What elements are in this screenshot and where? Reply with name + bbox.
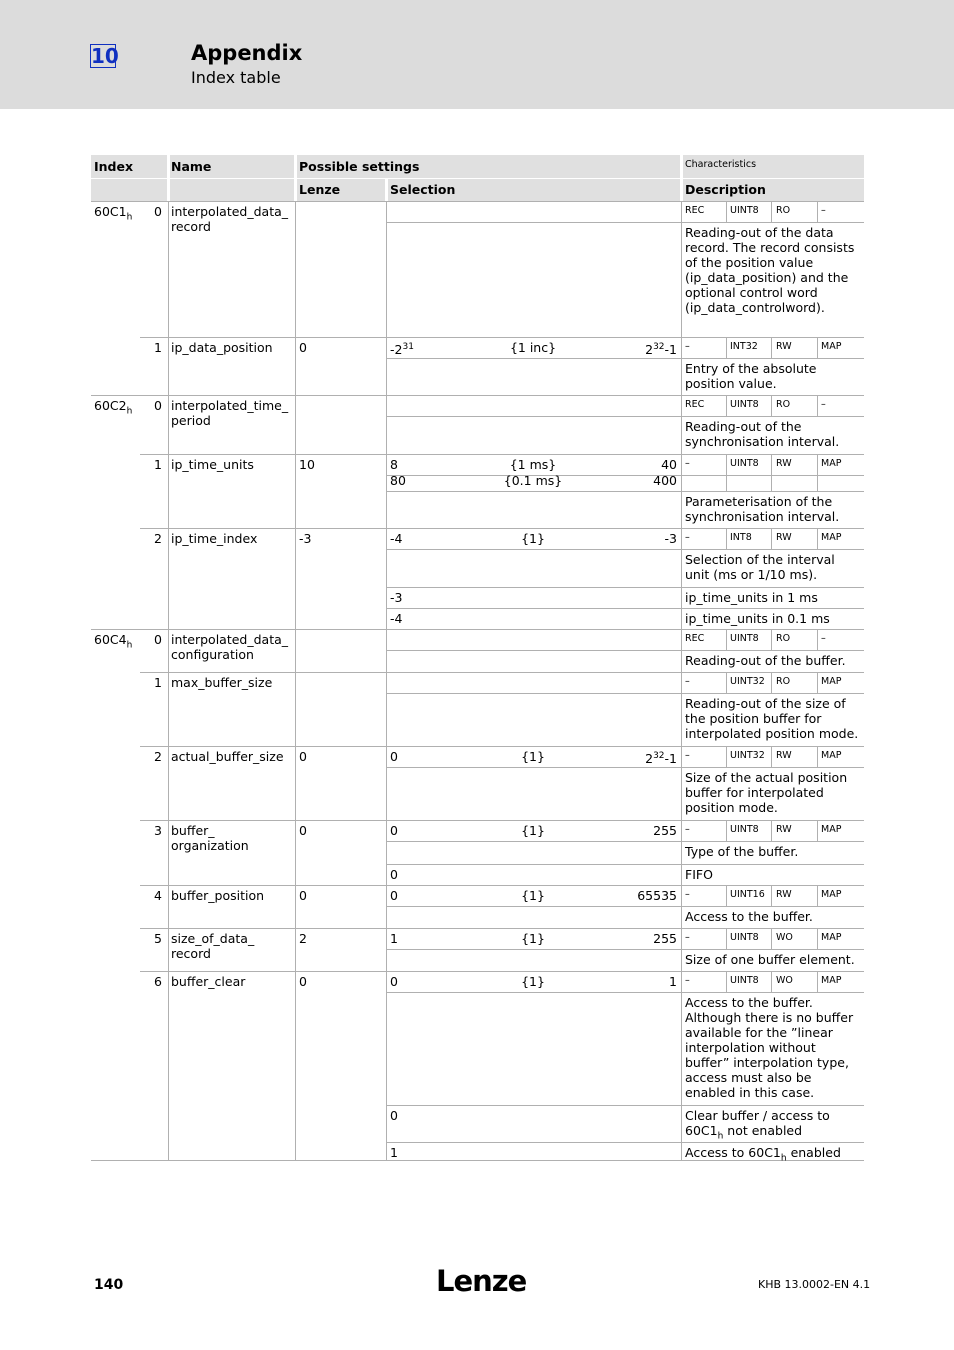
description-cell: Size of one buffer element. [685, 952, 855, 967]
index-cell: $60C1_h$ [94, 204, 133, 223]
format-cell: INT8 [730, 532, 752, 543]
mapping-cell: MAP [821, 889, 842, 900]
subindex-cell: 4 [154, 888, 162, 903]
subindex-cell: 1 [154, 340, 162, 355]
format-cell: UINT8 [730, 932, 759, 943]
selection-min-value: $-2^{31}$ [390, 342, 414, 358]
row-rule [91, 629, 864, 630]
row-rule [140, 885, 864, 886]
selection-max: 40 [661, 457, 677, 472]
description-cell: Reading-out of the buffer. [685, 653, 846, 668]
selection-step: {1} [521, 823, 545, 838]
name-cell: size_of_data_ record [171, 931, 255, 961]
mapping-cell: MAP [821, 932, 842, 943]
col-header-characteristics: Characteristics [685, 159, 757, 170]
subindex-cell: 0 [154, 204, 162, 219]
description-cell: Reading-out of the data record. The record consists of the position value (ip_data_position) and the optional control word (ip_data_controlword). [685, 225, 855, 315]
char-divider [771, 971, 772, 993]
char-divider [817, 672, 818, 694]
lenze-default-cell: 10 [299, 457, 315, 472]
chapter-header [0, 0, 954, 109]
subindex-cell: 6 [154, 974, 162, 989]
row-rule [140, 337, 864, 338]
char-divider [771, 885, 772, 907]
data-type-cell: – [685, 824, 690, 835]
name-cell: buffer_position [171, 888, 265, 903]
mapping-cell: MAP [821, 532, 842, 543]
name-cell: buffer_clear [171, 974, 246, 989]
format-cell: UINT8 [730, 824, 759, 835]
mapping-cell: MAP [821, 458, 842, 469]
description-cell: Parameterisation of the synchronisation interval. [685, 494, 840, 524]
lenze-default-cell: 0 [299, 823, 307, 838]
data-type-cell: REC [685, 205, 705, 216]
name-cell: ip_time_index [171, 531, 258, 546]
format-cell: UINT32 [730, 750, 765, 761]
chapter-number-link[interactable]: 10 [91, 44, 119, 68]
row-rule [386, 992, 864, 993]
name-cell: buffer_ organization [171, 823, 249, 853]
index-cell: $60C2_h$ [94, 398, 133, 417]
selection-min: -4 [390, 531, 403, 546]
char-divider [771, 629, 772, 651]
selection-max: 255 [653, 823, 677, 838]
row-rule [91, 201, 864, 202]
subindex-cell: 2 [154, 531, 162, 546]
description-cell: Selection of the interval unit (ms or 1/10 ms). [685, 552, 835, 582]
char-divider [771, 395, 772, 417]
char-divider [726, 454, 727, 492]
lenze-default-cell: 0 [299, 888, 307, 903]
selection-max: 65535 [637, 888, 677, 903]
lenze-default-cell: -3 [299, 531, 312, 546]
selection-step: {1 ms} [509, 457, 557, 472]
char-divider [771, 201, 772, 223]
option-text: ip_time_units in 0.1 ms [685, 611, 830, 626]
mapping-cell: MAP [821, 975, 842, 986]
description-cell: Size of the actual position buffer for interpolated position mode. [685, 770, 848, 815]
char-divider [771, 454, 772, 492]
char-divider [726, 971, 727, 993]
access-cell: RW [776, 458, 792, 469]
option-value: 0 [390, 1108, 398, 1123]
selection-min: 0 [390, 823, 398, 838]
char-divider [817, 629, 818, 651]
char-divider [726, 672, 727, 694]
description-cell: Access to the buffer. [685, 909, 813, 924]
char-divider [771, 528, 772, 550]
access-cell: RO [776, 205, 791, 216]
option-text: Access to $60C1_h$ enabled [685, 1145, 841, 1164]
description-cell: Type of the buffer. [685, 844, 799, 859]
description-cell: Reading-out of the size of the position buffer for interpolated position mode. [685, 696, 859, 741]
description-cell: Access to the buffer. Although there is no buffer available for the ”linear interpolation without buffer” interpolation type, access must also be enabled in this case. [685, 995, 854, 1100]
format-cell: INT32 [730, 341, 758, 352]
data-type-cell: – [685, 932, 690, 943]
char-divider [726, 820, 727, 842]
access-cell: RO [776, 399, 791, 410]
selection-min: 1 [390, 931, 398, 946]
char-divider [817, 337, 818, 359]
col-header-selection: Selection [390, 182, 456, 197]
char-divider [726, 928, 727, 950]
access-cell: RW [776, 750, 792, 761]
col-header-description: Description [685, 182, 766, 197]
char-divider [817, 395, 818, 417]
row-rule [386, 864, 864, 865]
subindex-cell: 1 [154, 457, 162, 472]
lenze-default-cell: 2 [299, 931, 307, 946]
selection-max [577, 749, 677, 766]
subindex-cell: 0 [154, 398, 162, 413]
selection-min: 0 [390, 888, 398, 903]
lenze-default-cell: 0 [299, 749, 307, 764]
mapping-cell: MAP [821, 676, 842, 687]
data-type-cell: – [685, 458, 690, 469]
char-divider [726, 528, 727, 550]
char-divider [771, 746, 772, 768]
option-text: Clear buffer / access to $60C1_h$ not enabled [685, 1108, 830, 1142]
char-divider [726, 629, 727, 651]
data-type-cell: – [685, 532, 690, 543]
selection-step: {1} [521, 974, 545, 989]
format-cell: UINT8 [730, 975, 759, 986]
char-divider [726, 337, 727, 359]
char-divider [817, 454, 818, 492]
name-cell: actual_buffer_size [171, 749, 284, 764]
access-cell: WO [776, 932, 793, 943]
option-value: 1 [390, 1145, 398, 1160]
name-cell: interpolated_time_ period [171, 398, 289, 428]
access-cell: RW [776, 341, 792, 352]
data-type-cell: REC [685, 399, 705, 410]
mapping-cell: – [821, 633, 826, 644]
access-cell: RO [776, 633, 791, 644]
format-cell: UINT8 [730, 633, 759, 644]
col-header-name: Name [171, 159, 212, 174]
selection-step: {1} [521, 531, 545, 546]
row-rule [386, 693, 864, 694]
row-rule [386, 587, 864, 588]
description-cell: Entry of the absolute position value. [685, 361, 817, 391]
char-divider [726, 885, 727, 907]
char-divider [726, 395, 727, 417]
lenze-default-cell: 0 [299, 340, 307, 355]
index-cell: $60C4_h$ [94, 632, 133, 651]
char-divider [817, 201, 818, 223]
selection-max-alt: 400 [653, 473, 677, 488]
format-cell: UINT8 [730, 399, 759, 410]
char-divider [817, 528, 818, 550]
mapping-cell: MAP [821, 341, 842, 352]
row-rule [386, 650, 864, 651]
row-rule [386, 767, 864, 768]
name-cell: interpolated_data_ record [171, 204, 289, 234]
chapter-title: Appendix [191, 41, 303, 65]
document-reference: KHB 13.0002-EN 4.1 [758, 1278, 871, 1291]
selection-max-value: $2^{32}-1$ [645, 751, 677, 767]
name-cell: ip_time_units [171, 457, 254, 472]
format-cell: UINT8 [730, 458, 759, 469]
row-rule [140, 528, 864, 529]
row-rule [386, 549, 864, 550]
selection-max: 255 [653, 931, 677, 946]
access-cell: WO [776, 975, 793, 986]
row-rule [140, 672, 864, 673]
data-type-cell: – [685, 676, 690, 687]
col-header-index: Index [94, 159, 134, 174]
char-divider [726, 201, 727, 223]
row-rule [386, 491, 864, 492]
name-cell: ip_data_position [171, 340, 273, 355]
option-text: FIFO [685, 867, 713, 882]
lenze-logo: Lenze [436, 1264, 527, 1298]
row-rule [386, 906, 864, 907]
row-rule [386, 949, 864, 950]
selection-max [577, 340, 677, 357]
selection-step: {1} [521, 888, 545, 903]
access-cell: RW [776, 889, 792, 900]
row-rule [140, 746, 864, 747]
lenze-default-cell: 0 [299, 974, 307, 989]
row-rule [140, 928, 864, 929]
selection-step: {1 inc} [509, 340, 557, 355]
data-type-cell: – [685, 889, 690, 900]
option-value: -3 [390, 590, 403, 605]
format-cell: UINT32 [730, 676, 765, 687]
format-cell: UINT8 [730, 205, 759, 216]
selection-step: {1} [521, 931, 545, 946]
selection-max-value: $2^{32}-1$ [645, 342, 677, 358]
selection-min: 8 [390, 457, 398, 472]
selection-min-alt: 80 [390, 473, 406, 488]
row-rule [386, 1142, 864, 1143]
char-divider [771, 820, 772, 842]
subindex-cell: 3 [154, 823, 162, 838]
page-number: 140 [94, 1277, 124, 1293]
access-cell: RO [776, 676, 791, 687]
mapping-cell: MAP [821, 750, 842, 761]
row-rule [386, 1105, 864, 1106]
char-divider [817, 971, 818, 993]
row-rule [386, 841, 864, 842]
selection-min: 0 [390, 749, 398, 764]
selection-max: 1 [669, 974, 677, 989]
col-header-possible-settings: Possible settings [299, 159, 420, 174]
selection-min: 0 [390, 974, 398, 989]
option-value: -4 [390, 611, 403, 626]
data-type-cell: – [685, 750, 690, 761]
selection-min [390, 340, 414, 357]
char-divider [817, 746, 818, 768]
subindex-cell: 0 [154, 632, 162, 647]
row-rule [140, 454, 864, 455]
chapter-subtitle: Index table [191, 68, 281, 87]
name-cell: max_buffer_size [171, 675, 273, 690]
data-type-cell: REC [685, 633, 705, 644]
row-rule [140, 971, 864, 972]
selection-step-alt: {0.1 ms} [503, 473, 563, 488]
char-divider [817, 885, 818, 907]
row-rule [140, 820, 864, 821]
char-divider [817, 928, 818, 950]
selection-step: {1} [521, 749, 545, 764]
char-divider [771, 928, 772, 950]
option-value: 0 [390, 867, 398, 882]
data-type-cell: – [685, 975, 690, 986]
selection-max: -3 [664, 531, 677, 546]
mapping-cell: – [821, 205, 826, 216]
option-text: ip_time_units in 1 ms [685, 590, 818, 605]
format-cell: UINT16 [730, 889, 765, 900]
col-header-lenze: Lenze [299, 182, 341, 197]
subindex-cell: 1 [154, 675, 162, 690]
row-rule [91, 395, 864, 396]
mapping-cell: – [821, 399, 826, 410]
subindex-cell: 2 [154, 749, 162, 764]
name-cell: interpolated_data_ configuration [171, 632, 289, 662]
char-divider [771, 337, 772, 359]
row-rule [386, 416, 864, 417]
access-cell: RW [776, 532, 792, 543]
description-cell: Reading-out of the synchronisation interval. [685, 419, 840, 449]
char-divider [726, 746, 727, 768]
row-rule [386, 608, 864, 609]
char-divider [771, 672, 772, 694]
data-type-cell: – [685, 341, 690, 352]
mapping-cell: MAP [821, 824, 842, 835]
char-divider [817, 820, 818, 842]
row-rule [386, 358, 864, 359]
subindex-cell: 5 [154, 931, 162, 946]
access-cell: RW [776, 824, 792, 835]
row-rule [386, 222, 864, 223]
